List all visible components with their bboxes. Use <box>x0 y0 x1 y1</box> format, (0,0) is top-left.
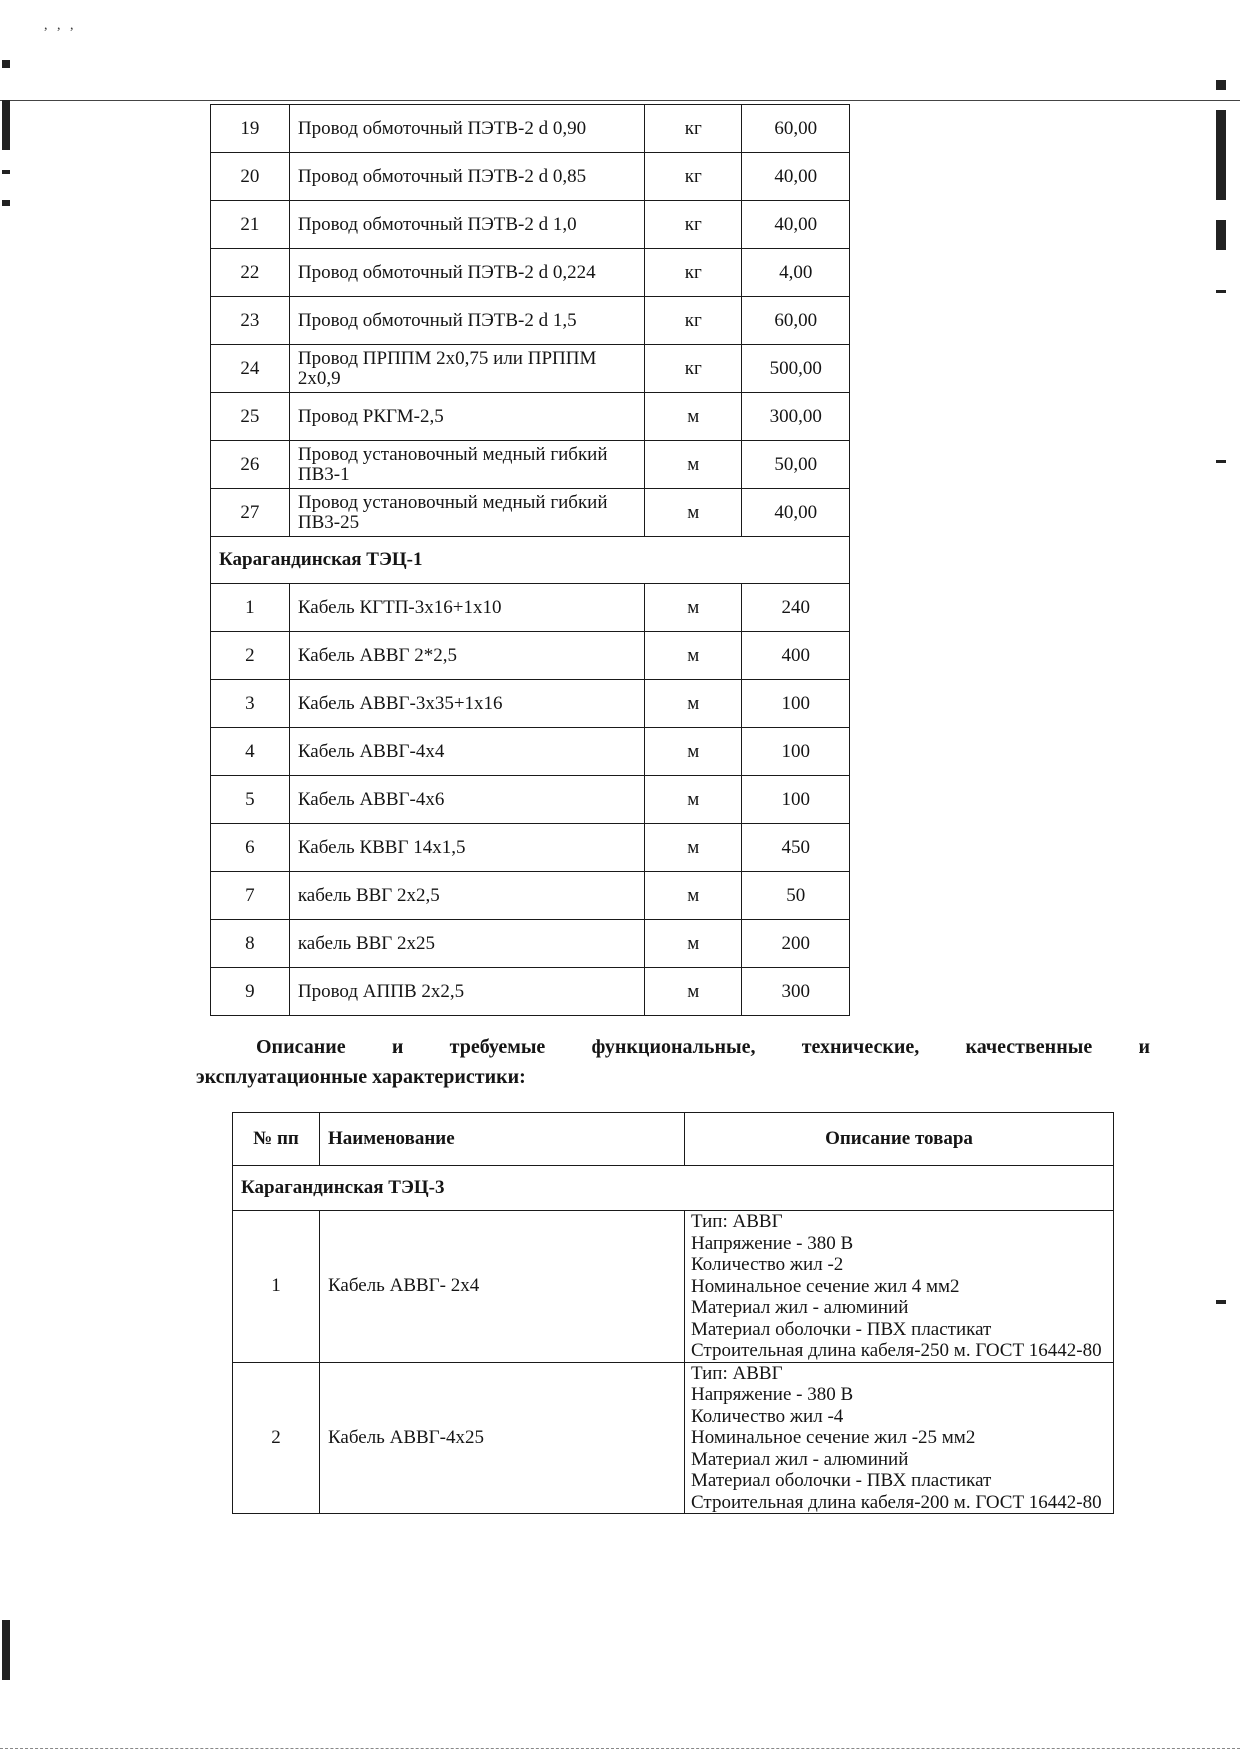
item-unit: м <box>645 920 742 968</box>
header-name: Наименование <box>320 1113 685 1166</box>
description-line: Напряжение - 380 В <box>691 1384 854 1405</box>
table-row <box>211 441 850 489</box>
item-quantity: 300 <box>742 968 850 1016</box>
description-heading <box>196 1032 1150 1092</box>
item-name: Кабель АВВГ-3х35+1х16 <box>289 680 644 728</box>
description-line: Строительная длина кабеля-250 м. ГОСТ 16442-80 <box>691 1340 1102 1361</box>
row-number: 19 <box>211 105 290 153</box>
item-quantity: 240 <box>742 584 850 632</box>
item-unit: кг <box>645 105 742 153</box>
item-unit: м <box>645 776 742 824</box>
section-row <box>233 1166 1114 1211</box>
row-number: 23 <box>211 297 290 345</box>
item-quantity: 40,00 <box>742 153 850 201</box>
item-name: Провод обмоточный ПЭТВ-2 d 1,5 <box>289 297 644 345</box>
item-name: Провод обмоточный ПЭТВ-2 d 0,85 <box>289 153 644 201</box>
table-row <box>211 249 850 297</box>
row-number: 6 <box>211 824 290 872</box>
description-line: Количество жил -4 <box>691 1405 844 1427</box>
heading-word: технические, <box>801 1036 920 1058</box>
table-row <box>211 489 850 537</box>
item-description <box>685 1362 1114 1514</box>
specifications-header-row <box>233 1113 1114 1166</box>
table-row <box>233 1211 1114 1363</box>
item-quantity: 450 <box>742 824 850 872</box>
item-quantity: 100 <box>742 728 850 776</box>
materials-table-bottom-rows <box>211 584 850 1016</box>
item-unit: м <box>645 584 742 632</box>
item-unit: м <box>645 393 742 441</box>
item-unit: кг <box>645 153 742 201</box>
header-description: Описание товара <box>685 1113 1114 1166</box>
materials-table-top-rows <box>211 105 850 537</box>
description-line: Номинальное сечение жил -25 мм2 <box>691 1427 976 1448</box>
item-unit: м <box>645 968 742 1016</box>
heading-word: и <box>1138 1036 1150 1058</box>
item-unit: м <box>645 632 742 680</box>
description-line: Номинальное сечение жил 4 мм2 <box>691 1275 960 1297</box>
item-quantity: 100 <box>742 680 850 728</box>
table-row <box>211 680 850 728</box>
item-name: Провод установочный медный гибкий ПВ3-25 <box>289 489 644 537</box>
scan-corner-mark: , , , <box>44 18 77 33</box>
item-unit: м <box>645 680 742 728</box>
item-unit: м <box>645 872 742 920</box>
description-heading-line2: эксплуатационные характеристики: <box>196 1066 526 1088</box>
table-row <box>211 393 850 441</box>
row-number: 26 <box>211 441 290 489</box>
heading-word: требуемые <box>449 1036 546 1058</box>
row-number: 3 <box>211 680 290 728</box>
scan-divider-line <box>0 100 1240 101</box>
item-quantity: 300,00 <box>742 393 850 441</box>
section-title: Карагандинская ТЭЦ-3 <box>233 1166 1114 1211</box>
item-name: Кабель АВВГ-4х25 <box>320 1362 685 1514</box>
row-number: 25 <box>211 393 290 441</box>
table-row <box>211 632 850 680</box>
scan-right-edge <box>1216 0 1226 1754</box>
item-name: Провод АППВ 2х2,5 <box>289 968 644 1016</box>
description-line: Строительная длина кабеля-200 м. ГОСТ 16442-80 <box>691 1491 1102 1513</box>
table-row <box>211 153 850 201</box>
table-row <box>233 1362 1114 1514</box>
item-unit: м <box>645 489 742 537</box>
item-quantity: 50 <box>742 872 850 920</box>
item-name: Провод обмоточный ПЭТВ-2 d 0,90 <box>289 105 644 153</box>
row-number: 2 <box>233 1362 320 1514</box>
description-line: Тип: АВВГ <box>691 1362 783 1384</box>
item-name: Кабель АВВГ-4х4 <box>289 728 644 776</box>
item-name: Провод обмоточный ПЭТВ-2 d 1,0 <box>289 201 644 249</box>
table-row <box>211 728 850 776</box>
item-name: Кабель АВВГ-4х6 <box>289 776 644 824</box>
row-number: 20 <box>211 153 290 201</box>
row-number: 8 <box>211 920 290 968</box>
table-row <box>211 105 850 153</box>
item-name: Провод РКГМ-2,5 <box>289 393 644 441</box>
item-quantity: 100 <box>742 776 850 824</box>
item-quantity: 200 <box>742 920 850 968</box>
item-name: кабель ВВГ 2х25 <box>289 920 644 968</box>
row-number: 1 <box>211 584 290 632</box>
heading-word: и <box>391 1036 404 1058</box>
item-quantity: 400 <box>742 632 850 680</box>
heading-word: Описание <box>256 1036 346 1058</box>
table-row <box>211 920 850 968</box>
row-number: 4 <box>211 728 290 776</box>
row-number: 1 <box>233 1211 320 1363</box>
item-quantity: 40,00 <box>742 489 850 537</box>
materials-table <box>210 104 850 1016</box>
table-row <box>211 776 850 824</box>
item-name: кабель ВВГ 2х2,5 <box>289 872 644 920</box>
item-quantity: 50,00 <box>742 441 850 489</box>
row-number: 7 <box>211 872 290 920</box>
description-heading-line1 <box>196 1032 1150 1062</box>
item-quantity: 60,00 <box>742 297 850 345</box>
specifications-table <box>232 1112 1114 1514</box>
description-line: Материал оболочки - ПВХ пластикат <box>691 1470 992 1491</box>
table-row <box>211 201 850 249</box>
section-row <box>211 537 850 584</box>
section-title: Карагандинская ТЭЦ-1 <box>211 537 850 584</box>
item-quantity: 4,00 <box>742 249 850 297</box>
item-name: Кабель КГТП-3х16+1х10 <box>289 584 644 632</box>
item-quantity: 40,00 <box>742 201 850 249</box>
item-name: Кабель КВВГ 14х1,5 <box>289 824 644 872</box>
specifications-rows <box>233 1211 1114 1514</box>
item-unit: кг <box>645 297 742 345</box>
item-unit: м <box>645 441 742 489</box>
description-line: Материал оболочки - ПВХ пластикат <box>691 1318 992 1340</box>
header-number: № пп <box>233 1113 320 1166</box>
item-unit: кг <box>645 345 742 393</box>
description-line: Материал жил - алюминий <box>691 1297 909 1318</box>
item-description <box>685 1211 1114 1363</box>
row-number: 24 <box>211 345 290 393</box>
item-quantity: 500,00 <box>742 345 850 393</box>
item-unit: м <box>645 824 742 872</box>
table-row <box>211 968 850 1016</box>
item-name: Провод установочный медный гибкий ПВ3-1 <box>289 441 644 489</box>
row-number: 5 <box>211 776 290 824</box>
item-name: Кабель АВВГ 2*2,5 <box>289 632 644 680</box>
description-line: Материал жил - алюминий <box>691 1448 909 1470</box>
item-unit: кг <box>645 201 742 249</box>
heading-word: функциональные, <box>591 1036 756 1058</box>
row-number: 27 <box>211 489 290 537</box>
description-line: Количество жил -2 <box>691 1254 844 1275</box>
item-unit: м <box>645 728 742 776</box>
table-row <box>211 345 850 393</box>
scan-left-edge <box>2 0 10 1754</box>
heading-word: качественные <box>965 1036 1093 1058</box>
item-unit: кг <box>645 249 742 297</box>
description-line: Напряжение - 380 В <box>691 1232 854 1254</box>
item-name: Провод ПРППМ 2х0,75 или ПРППМ 2х0,9 <box>289 345 644 393</box>
table-row <box>211 297 850 345</box>
table-row <box>211 872 850 920</box>
row-number: 9 <box>211 968 290 1016</box>
description-line: Тип: АВВГ <box>691 1211 783 1232</box>
row-number: 21 <box>211 201 290 249</box>
item-name: Провод обмоточный ПЭТВ-2 d 0,224 <box>289 249 644 297</box>
scan-bottom-edge <box>0 1748 1240 1751</box>
table-row <box>211 824 850 872</box>
row-number: 2 <box>211 632 290 680</box>
item-name: Кабель АВВГ- 2х4 <box>320 1211 685 1363</box>
item-quantity: 60,00 <box>742 105 850 153</box>
table-row <box>211 584 850 632</box>
row-number: 22 <box>211 249 290 297</box>
